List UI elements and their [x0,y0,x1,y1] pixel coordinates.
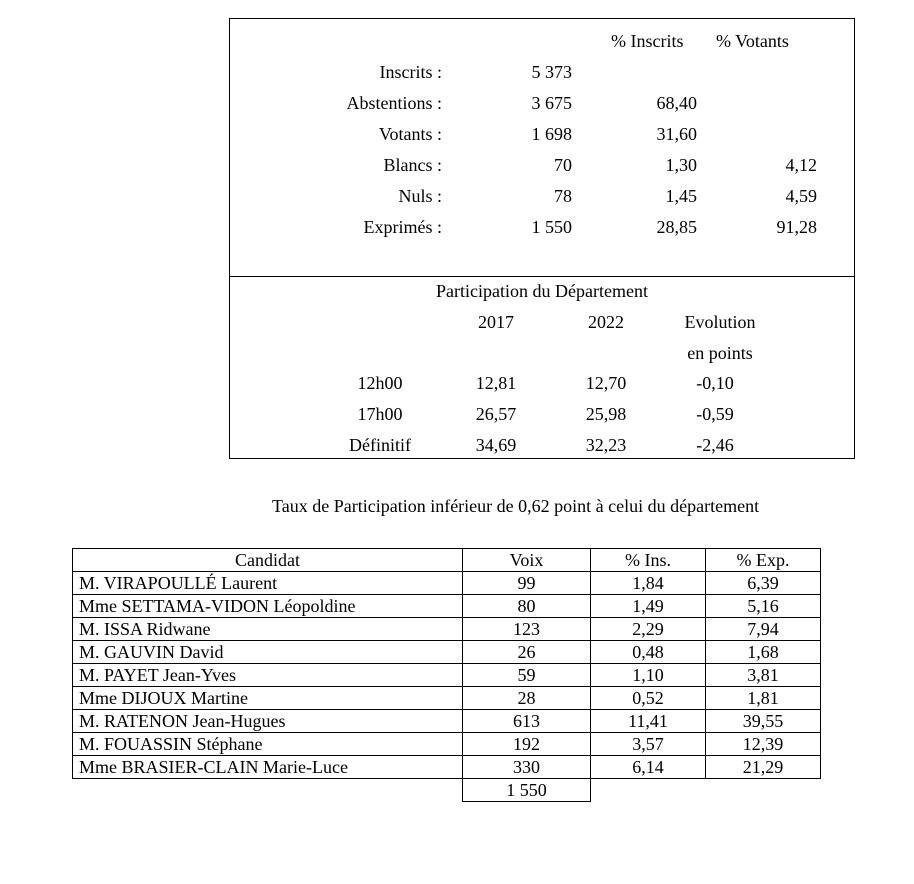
summary-value: 1 698 [531,124,572,144]
participation-time-label: Définitif [349,435,411,455]
candidate-pct-exp: 21,29 [706,756,821,779]
participation-2017: 34,69 [475,435,517,455]
total-voix: 1 550 [463,779,591,802]
results-box-top-border [229,18,855,19]
summary-pct-votants: 4,59 [785,186,817,206]
participation-header-2022: 2022 [588,312,624,332]
table-row [73,710,821,733]
column-header-pct-exp: % Exp. [706,549,821,572]
candidate-name: M. ISSA Ridwane [73,618,463,641]
empty-cell [591,779,706,802]
summary-pct-inscrits: 68,40 [656,93,697,113]
summary-value: 78 [554,186,572,206]
table-row [73,756,821,779]
summary-pct-inscrits: 31,60 [656,124,697,144]
candidate-name: Mme BRASIER-CLAIN Marie-Luce [73,756,463,779]
candidate-name: Mme SETTAMA-VIDON Léopoldine [73,595,463,618]
candidate-name: M. RATENON Jean-Hugues [73,710,463,733]
candidate-voix: 330 [463,756,591,779]
candidate-name: M. FOUASSIN Stéphane [73,733,463,756]
candidate-pct-ins: 6,14 [591,756,706,779]
participation-note: Taux de Participation inférieur de 0,62 point à celui du département [272,496,760,516]
candidate-voix: 28 [463,687,591,710]
participation-2022: 25,98 [585,404,627,424]
summary-label: Abstentions : [346,93,442,113]
candidate-pct-exp: 3,81 [706,664,821,687]
candidate-voix: 99 [463,572,591,595]
candidate-pct-exp: 1,68 [706,641,821,664]
participation-time-label: 12h00 [357,373,403,393]
candidate-pct-ins: 11,41 [591,710,706,733]
candidate-voix: 80 [463,595,591,618]
summary-pct-inscrits: 28,85 [656,217,697,237]
summary-label: Nuls : [398,186,442,206]
header-pct-inscrits: % Inscrits [611,31,684,51]
candidate-pct-exp: 7,94 [706,618,821,641]
candidate-pct-exp: 5,16 [706,595,821,618]
summary-value: 70 [554,155,572,175]
participation-2022: 12,70 [585,373,627,393]
candidate-name: M. GAUVIN David [73,641,463,664]
candidate-pct-ins: 1,10 [591,664,706,687]
total-row [73,779,821,802]
participation-evolution: -0,10 [696,373,734,393]
table-row [73,733,821,756]
empty-cell [73,779,463,802]
table-header-row [73,549,821,572]
empty-cell [706,779,821,802]
candidate-pct-ins: 0,48 [591,641,706,664]
participation-evolution: -0,59 [696,404,734,424]
participation-2017: 12,81 [475,373,517,393]
candidate-voix: 192 [463,733,591,756]
candidate-pct-ins: 1,84 [591,572,706,595]
summary-value: 1 550 [531,217,572,237]
participation-evolution: -2,46 [696,435,734,455]
candidate-pct-exp: 1,81 [706,687,821,710]
table-row [73,641,821,664]
summary-pct-votants: 91,28 [776,217,817,237]
participation-2017: 26,57 [475,404,517,424]
candidates-table [72,548,821,802]
candidate-pct-ins: 0,52 [591,687,706,710]
candidate-voix: 26 [463,641,591,664]
participation-header-evolution: Evolution [684,312,756,332]
table-row [73,687,821,710]
summary-pct-inscrits: 1,45 [665,186,697,206]
summary-value: 3 675 [531,93,572,113]
summary-label: Exprimés : [363,217,442,237]
candidate-name: M. VIRAPOULLÉ Laurent [73,572,463,595]
candidate-voix: 613 [463,710,591,733]
table-row [73,595,821,618]
column-header-voix: Voix [463,549,591,572]
candidate-name: M. PAYET Jean-Yves [73,664,463,687]
candidate-pct-ins: 1,49 [591,595,706,618]
summary-label: Votants : [378,124,442,144]
participation-title: Participation du Département [436,281,648,301]
summary-pct-votants: 4,12 [785,155,817,175]
candidate-pct-ins: 3,57 [591,733,706,756]
summary-label: Blancs : [383,155,442,175]
header-pct-votants: % Votants [716,31,789,51]
candidate-pct-exp: 12,39 [706,733,821,756]
candidate-pct-exp: 39,55 [706,710,821,733]
candidate-voix: 59 [463,664,591,687]
participation-header-2017: 2017 [478,312,514,332]
summary-pct-inscrits: 1,30 [665,155,697,175]
column-header-pct-ins: % Ins. [591,549,706,572]
candidate-voix: 123 [463,618,591,641]
summary-value: 5 373 [531,62,572,82]
candidate-name: Mme DIJOUX Martine [73,687,463,710]
participation-header-evolution-unit: en points [687,343,753,363]
participation-time-label: 17h00 [357,404,403,424]
table-row [73,664,821,687]
participation-2022: 32,23 [585,435,627,455]
table-row [73,618,821,641]
column-header-candidat: Candidat [73,549,463,572]
summary-label: Inscrits : [379,62,442,82]
section-divider [229,276,855,277]
candidate-pct-exp: 6,39 [706,572,821,595]
candidate-pct-ins: 2,29 [591,618,706,641]
table-row [73,572,821,595]
